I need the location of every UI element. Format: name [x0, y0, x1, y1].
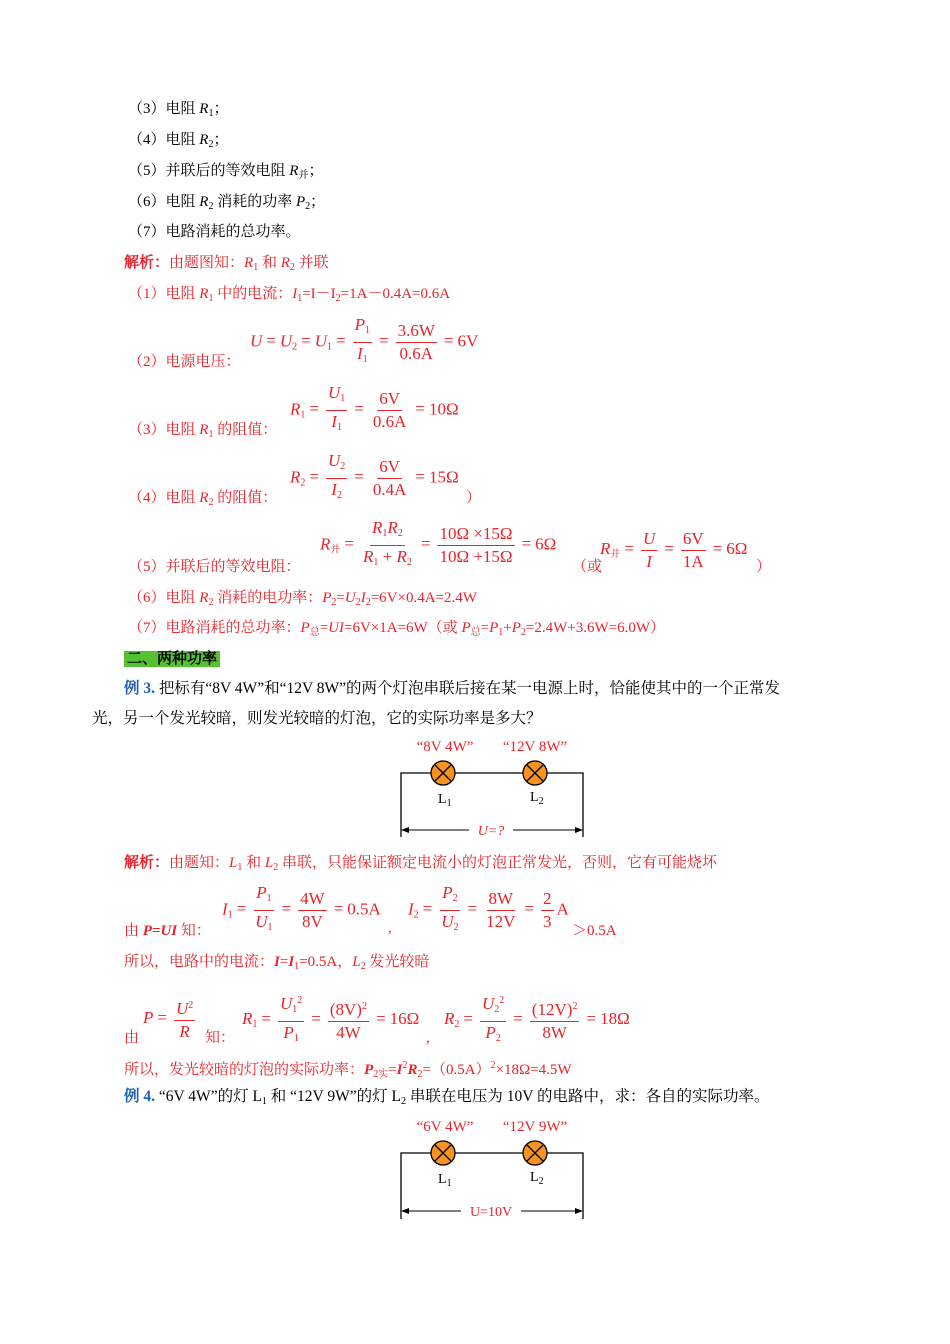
solution-step-1: （1）电阻 $R_1$ 中的电流：$I_1=I-I_2=1A-0.4A=0.6A$	[128, 286, 451, 304]
formula-i2: $I_2$ = $\frac{P_2}{U_2}$ = $\frac{8W}{12V}$ = $\frac{2}{3}$ A	[408, 883, 569, 933]
solution-step-2: （2）电源电压：	[128, 354, 241, 370]
solution-step-3: （3）电阻 $R_1$ 的阻值：	[128, 422, 278, 440]
circuit-diagram-ex4	[395, 1115, 595, 1231]
solution-step-7: （7）电路消耗的总功率：$P_总=UI=6V\times 1A=6W$（或 $P_总=P_1+P_2=2.4W+3.6W=6.0W$）	[128, 620, 665, 638]
voltage-label: U=10V	[469, 1205, 513, 1220]
solution-3-from: 由	[124, 1030, 140, 1046]
formula-p-u2-r: P = $\frac{U^2}{R}$	[143, 993, 198, 1043]
formula-r2: $R_2$ = $\frac{U_2}{I_2}$ = $\frac{6V}{0.4A}$ = 15Ω	[290, 451, 459, 501]
bulb2-rating: “12V 9W”	[502, 1119, 568, 1135]
or-text: （或	[572, 559, 603, 575]
solution-3-intro: 解析：由题知：$L_1$ 和 $L_2$ 串联，只能保证额定电流小的灯泡正常发光，否则，它有可能烧坏	[124, 855, 717, 873]
label-l1: $L_1$	[438, 792, 452, 809]
bulb1-rating: “6V 4W”	[416, 1119, 474, 1135]
formula-r1-ex3: $R_1$ = $\frac{U_1^2}{P_1}$ = $\frac{(8V)^2}{4W}$ = 16Ω	[242, 990, 419, 1050]
solution-3-current: 所以，电路中的电流：$I=I_1=0.5A$，$L_2$ 发光较暗	[124, 954, 430, 972]
circuit-diagram-ex3	[395, 735, 595, 851]
formula-i1: $I_1$ = $\frac{P_1}{U_1}$ = $\frac{4W}{8V}$ = 0.5A	[222, 883, 381, 933]
bulb-l1-icon	[431, 761, 455, 785]
label-l1: $L_1$	[438, 1172, 452, 1189]
solution-step-4: （4）电阻 $R_2$ 的阻值：	[128, 490, 278, 508]
bulb-l2-icon	[523, 761, 547, 785]
solution-3-know: 知：	[205, 1030, 236, 1046]
question-6: （6）电阻 $R_2$ 消耗的功率 $P_2$；	[128, 194, 326, 212]
question-3: （3）电阻 $R_1$；	[128, 101, 229, 119]
formula-r-parallel: $R_并$ = $\frac{R_1R_2}{R_1 + R_2}$ = $\frac{10\Omega \times 15\Omega}{10\Omega +15\Omega}$ = 6Ω	[320, 518, 557, 568]
close-paren-2: ）	[756, 559, 772, 575]
close-paren: ）	[466, 490, 482, 506]
solution-3-final: 所以，发光较暗的灯泡的实际功率：$P_{2实}=I^2R_2=(0.5A)^2\times 18\Omega=4.5W$	[124, 1060, 572, 1080]
formula-voltage: $U = U_2 = U_1$ = $\frac{P_1}{I_1}$ = $\frac{3.6W}{0.6A}$ = 6V	[250, 315, 479, 365]
bulb1-rating: “8V 4W”	[416, 739, 474, 755]
label-l2: $L_2$	[530, 1170, 544, 1187]
example-3-line-2: 光，另一个发光较暗，则发光较暗的灯泡，它的实际功率是多大？	[92, 710, 542, 727]
example-3-line-1: 例 3. 把标有“8V 4W”和“12V 8W”的两个灯泡串联后接在某一电源上时，恰能使其中的一个正常发	[124, 680, 780, 697]
bulb2-rating: “12V 8W”	[502, 739, 568, 755]
bulb-l1-icon	[431, 1141, 455, 1165]
label-l2: $L_2$	[530, 790, 544, 807]
bulb-l2-icon	[523, 1141, 547, 1165]
comparison: ＞0.5A	[572, 923, 617, 939]
formula-r-parallel-alt: $R_并$ = $\frac{U}{I}$ = $\frac{6V}{1A}$ = 6Ω	[600, 528, 748, 571]
question-4: （4）电阻 $R_2$；	[128, 132, 229, 150]
solution-3-pui: 由 P=UI 知：	[124, 923, 211, 939]
solution-intro: 解析：由题图知：$R_1$ 和 $R_2$ 并联	[124, 255, 329, 273]
formula-r2-ex3: $R_2$ = $\frac{U_2^2}{P_2}$ = $\frac{(12V)^2}{8W}$ = 18Ω	[444, 990, 630, 1050]
solution-step-6: （6）电阻 $R_2$ 消耗的电功率：$P_2=U_2I_2=6V\times 0.4A=2.4W$	[128, 590, 477, 608]
question-5: （5）并联后的等效电阻 $R_并$；	[128, 163, 324, 181]
solution-step-5: （5）并联后的等效电阻：	[128, 559, 301, 575]
example-4: 例 4. “6V 4W”的灯 $L_1$ 和 “12V 9W”的灯 $L_2$ 串联在电压为 10V 的电路中，求：各自的实际功率。	[124, 1088, 770, 1107]
formula-r1: $R_1$ = $\frac{U_1}{I_1}$ = $\frac{6V}{0.6A}$ = 10Ω	[290, 383, 459, 433]
question-7: （7）电路消耗的总功率。	[128, 224, 301, 240]
section-heading: 二、两种功率	[124, 649, 220, 669]
voltage-label: U=?	[477, 824, 505, 839]
